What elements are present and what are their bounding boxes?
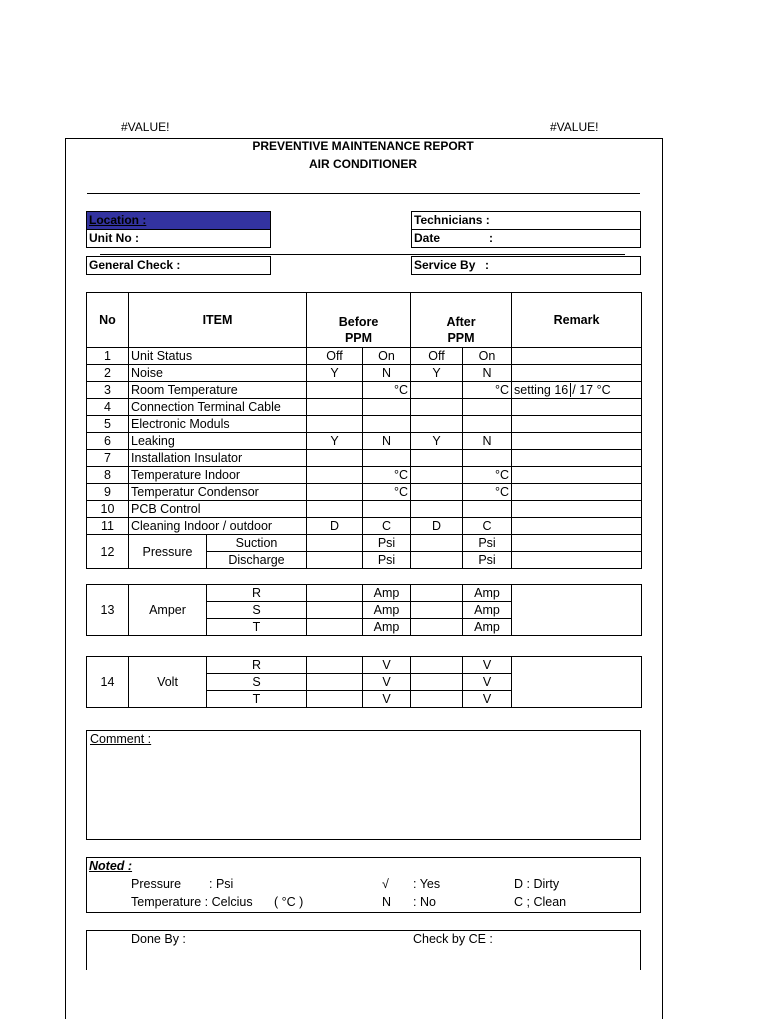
noted-pressure-label: Pressure — [131, 877, 182, 891]
header-after: After — [411, 293, 512, 330]
date-colon: : — [489, 231, 493, 245]
after-left-cell[interactable] — [411, 382, 463, 399]
before-left-cell[interactable]: D — [307, 518, 363, 535]
noted-no: : No — [413, 895, 436, 909]
unit-label: Psi — [363, 552, 411, 569]
before-right-cell[interactable] — [363, 450, 411, 467]
unit-no-field[interactable] — [86, 229, 271, 248]
unit-label: V — [463, 691, 512, 708]
unit-label: Psi — [463, 535, 512, 552]
row-item: Amper — [129, 585, 207, 636]
remark-cell[interactable] — [512, 657, 642, 708]
row-item: Temperature Indoor — [129, 467, 307, 484]
table-row — [87, 365, 642, 382]
before-left-cell[interactable] — [307, 416, 363, 433]
after-right-cell[interactable]: N — [463, 433, 512, 450]
noted-dirty: D : Dirty — [514, 877, 560, 891]
unit-label: Psi — [463, 552, 512, 569]
row-no: 12 — [87, 535, 129, 569]
table-row — [87, 416, 642, 433]
header-value-right: #VALUE! — [550, 120, 599, 134]
before-left-cell[interactable] — [307, 501, 363, 518]
after-right-cell[interactable]: N — [463, 365, 512, 382]
remark-cell[interactable] — [512, 382, 642, 399]
location-field[interactable] — [86, 211, 271, 230]
cell-input[interactable] — [307, 535, 363, 552]
before-left-cell[interactable] — [307, 467, 363, 484]
before-right-cell[interactable] — [363, 399, 411, 416]
table-row — [87, 399, 642, 416]
before-right-cell[interactable]: N — [363, 433, 411, 450]
row-no: 8 — [87, 467, 129, 484]
phase-label: T — [207, 619, 307, 636]
volt-table — [86, 656, 642, 708]
after-right-cell[interactable]: On — [463, 348, 512, 365]
amper-table — [86, 584, 642, 636]
phase-label: T — [207, 691, 307, 708]
table-row — [87, 467, 642, 484]
table-row — [87, 348, 642, 365]
location-label: Location : — [89, 213, 147, 227]
after-right-cell[interactable]: °C — [463, 382, 512, 399]
after-left-cell[interactable] — [411, 399, 463, 416]
before-right-cell[interactable]: N — [363, 365, 411, 382]
remark-cell[interactable] — [512, 585, 642, 636]
remark-cell[interactable] — [512, 484, 642, 501]
before-right-cell[interactable] — [363, 501, 411, 518]
row-no: 6 — [87, 433, 129, 450]
before-right-cell[interactable]: °C — [363, 484, 411, 501]
done-by-label[interactable]: Done By : — [131, 932, 186, 946]
unit-label: Amp — [463, 619, 512, 636]
cell-input[interactable] — [307, 691, 363, 708]
row-no: 9 — [87, 484, 129, 501]
header-no: No — [87, 293, 129, 348]
before-left-cell[interactable] — [307, 382, 363, 399]
before-left-cell[interactable] — [307, 484, 363, 501]
before-left-cell[interactable]: Y — [307, 433, 363, 450]
cell-input[interactable] — [411, 535, 463, 552]
noted-temperature-unit: ( °C ) — [274, 895, 304, 909]
before-right-cell[interactable]: °C — [363, 467, 411, 484]
header-after-ppm: PPM — [411, 330, 512, 348]
after-right-cell[interactable] — [463, 399, 512, 416]
pressure-discharge-label: Discharge — [207, 552, 307, 569]
cell-input[interactable] — [411, 691, 463, 708]
date-field[interactable] — [411, 229, 641, 248]
after-right-cell[interactable]: °C — [463, 484, 512, 501]
service-by-field[interactable] — [411, 256, 641, 275]
after-right-cell[interactable]: °C — [463, 467, 512, 484]
cell-input[interactable] — [411, 619, 463, 636]
before-right-cell[interactable]: C — [363, 518, 411, 535]
before-left-cell[interactable]: Y — [307, 365, 363, 382]
row-item: Temperatur Condensor — [129, 484, 307, 501]
unit-label: V — [363, 691, 411, 708]
cell-input[interactable] — [307, 602, 363, 619]
cell-input[interactable] — [307, 585, 363, 602]
phase-label: S — [207, 674, 307, 691]
table-row — [87, 433, 642, 450]
checklist-table — [86, 292, 642, 569]
table-row — [87, 518, 642, 535]
row-item: PCB Control — [129, 501, 307, 518]
cell-input[interactable] — [411, 552, 463, 569]
after-left-cell[interactable]: Y — [411, 365, 463, 382]
noted-temperature-label: Temperature : Celcius — [131, 895, 253, 909]
unit-label: Amp — [363, 585, 411, 602]
row-item: Noise — [129, 365, 307, 382]
row-no: 1 — [87, 348, 129, 365]
remark-cell[interactable] — [512, 365, 642, 382]
noted-clean: C ; Clean — [514, 895, 567, 909]
service-by-label: Service By — [414, 258, 476, 272]
comment-box[interactable] — [86, 730, 641, 840]
report-subtitle: AIR CONDITIONER — [309, 157, 417, 171]
unit-no-label: Unit No : — [89, 231, 139, 245]
table-row — [87, 450, 642, 467]
before-right-cell[interactable]: On — [363, 348, 411, 365]
header-value-left: #VALUE! — [121, 120, 170, 134]
noted-yes: : Yes — [413, 877, 441, 891]
before-left-cell[interactable] — [307, 399, 363, 416]
after-right-cell[interactable] — [463, 450, 512, 467]
remark-cell[interactable] — [512, 416, 642, 433]
technicians-field[interactable] — [411, 211, 641, 230]
noted-pressure-unit: : Psi — [209, 877, 234, 891]
row-item: Unit Status — [129, 348, 307, 365]
after-left-cell[interactable] — [411, 467, 463, 484]
after-left-cell[interactable]: D — [411, 518, 463, 535]
technicians-label: Technicians : — [414, 213, 490, 227]
after-left-cell[interactable]: Off — [411, 348, 463, 365]
header-item: ITEM — [129, 293, 307, 348]
table-row — [87, 382, 642, 399]
comment-label: Comment : — [90, 732, 152, 746]
remark-cell[interactable] — [512, 399, 642, 416]
phase-label: R — [207, 585, 307, 602]
cell-input[interactable] — [307, 552, 363, 569]
before-right-cell[interactable] — [363, 416, 411, 433]
before-right-cell[interactable]: °C — [363, 382, 411, 399]
service-by-colon: : — [485, 258, 489, 272]
unit-label: V — [363, 657, 411, 674]
phase-label: S — [207, 602, 307, 619]
unit-label: Amp — [363, 619, 411, 636]
row-no: 13 — [87, 585, 129, 636]
after-left-cell[interactable] — [411, 416, 463, 433]
unit-label: V — [463, 657, 512, 674]
unit-label: V — [363, 674, 411, 691]
row-no: 7 — [87, 450, 129, 467]
row-item: Room Temperature — [129, 382, 307, 399]
unit-label: Amp — [463, 585, 512, 602]
pressure-suction-label: Suction — [207, 535, 307, 552]
row-item: Connection Terminal Cable — [129, 399, 307, 416]
remark-cell[interactable] — [512, 518, 642, 535]
general-check-label: General Check : — [89, 258, 181, 272]
noted-box — [86, 857, 641, 913]
table-row — [87, 484, 642, 501]
unit-label: Psi — [363, 535, 411, 552]
remark-cell[interactable] — [512, 467, 642, 484]
cell-input[interactable] — [307, 674, 363, 691]
before-left-cell[interactable]: Off — [307, 348, 363, 365]
table-row — [87, 501, 642, 518]
cell-input[interactable] — [411, 602, 463, 619]
noted-label: Noted : — [89, 859, 133, 873]
title-divider — [87, 193, 640, 194]
header-remark: Remark — [512, 293, 642, 348]
row-item: Volt — [129, 657, 207, 708]
row-no: 14 — [87, 657, 129, 708]
cell-input[interactable] — [411, 585, 463, 602]
info-divider — [100, 254, 625, 255]
remark-cell[interactable] — [512, 501, 642, 518]
after-left-cell[interactable] — [411, 484, 463, 501]
row-item: Pressure — [129, 535, 207, 569]
after-right-cell[interactable]: C — [463, 518, 512, 535]
row-item: Installation Insulator — [129, 450, 307, 467]
row-item: Electronic Moduls — [129, 416, 307, 433]
remark-cell[interactable] — [512, 552, 642, 569]
unit-label: Amp — [463, 602, 512, 619]
header-before: Before — [307, 293, 411, 330]
remark-cell[interactable] — [512, 433, 642, 450]
general-check-field[interactable] — [86, 256, 271, 275]
phase-label: R — [207, 657, 307, 674]
report-title: PREVENTIVE MAINTENANCE REPORT — [252, 139, 474, 153]
cell-input[interactable] — [307, 619, 363, 636]
remark-cell[interactable] — [512, 450, 642, 467]
after-left-cell[interactable] — [411, 450, 463, 467]
remark-setting: setting 16 — [514, 383, 569, 397]
unit-label: Amp — [363, 602, 411, 619]
header-before-ppm: PPM — [307, 330, 411, 348]
cell-input[interactable] — [411, 657, 463, 674]
after-right-cell[interactable] — [463, 501, 512, 518]
row-no: 4 — [87, 399, 129, 416]
date-label: Date — [414, 231, 441, 245]
row-no: 11 — [87, 518, 129, 535]
unit-label: V — [463, 674, 512, 691]
noted-n-symbol: N — [382, 895, 392, 909]
row-item: Cleaning Indoor / outdoor — [129, 518, 307, 535]
remark-cell[interactable] — [512, 348, 642, 365]
after-right-cell[interactable] — [463, 416, 512, 433]
row-item: Leaking — [129, 433, 307, 450]
row-no: 5 — [87, 416, 129, 433]
after-left-cell[interactable]: Y — [411, 433, 463, 450]
cell-input[interactable] — [411, 674, 463, 691]
row-no: 3 — [87, 382, 129, 399]
row-no: 10 — [87, 501, 129, 518]
before-left-cell[interactable] — [307, 450, 363, 467]
remark-setting-alt: / 17 °C — [572, 383, 611, 397]
check-by-ce-label[interactable]: Check by CE : — [413, 932, 493, 946]
signature-box — [86, 930, 641, 970]
after-left-cell[interactable] — [411, 501, 463, 518]
cell-input[interactable] — [307, 657, 363, 674]
check-mark-icon: √ — [382, 877, 389, 891]
remark-cell[interactable] — [512, 535, 642, 552]
row-no: 2 — [87, 365, 129, 382]
